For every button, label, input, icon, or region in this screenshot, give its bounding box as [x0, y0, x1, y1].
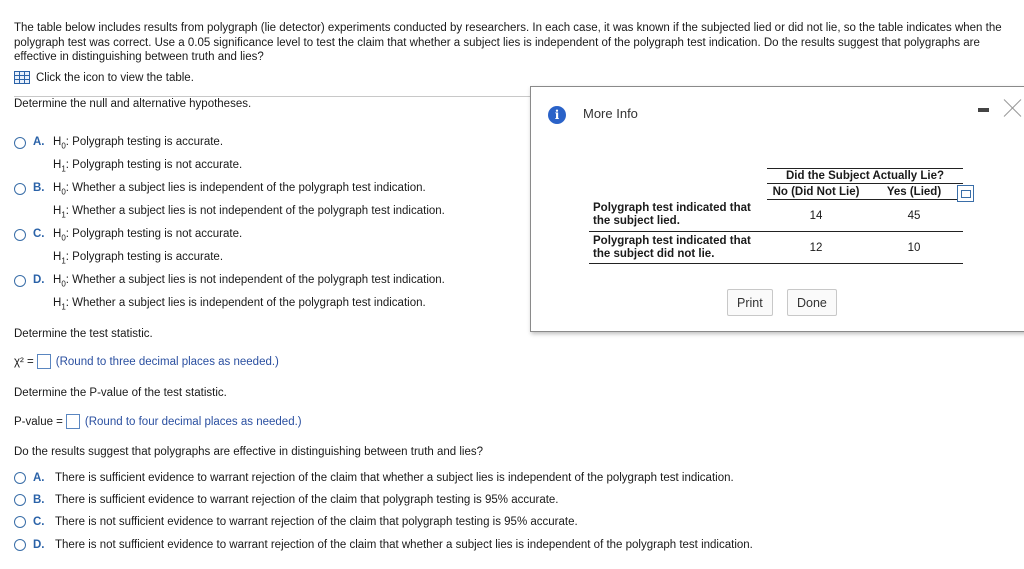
h1-symbol: $H_1$ — [53, 158, 66, 174]
radio-button[interactable] — [14, 183, 26, 195]
hyp-option-a[interactable]: A. $H_0$: Polygraph testing is accurate. $H_1$: Polygraph testing is not accurate. — [14, 136, 242, 179]
radio-button[interactable] — [14, 516, 26, 528]
h0-text: Polygraph testing is accurate. — [72, 136, 224, 148]
h1-symbol: $H_1$ — [53, 250, 66, 266]
conclusion-heading: Do the results suggest that polygraphs are effective in distinguishing between truth and lies? — [14, 446, 484, 458]
option-letter: B. — [33, 494, 45, 506]
h1-symbol: $H_1$ — [53, 204, 66, 220]
h0-symbol: $H_0$ — [53, 182, 66, 197]
table-header: Did the Subject Actually Lie? — [767, 169, 963, 184]
question-intro: The table below includes results from polygraph (lie detector) experiments conducted by researchers. In each case, it was known if the subjected lied or did not lie, so the table indicates when the polygraph test was correct. Use a 0.05 significance level to test the claim that whether a subject lies is independent of the polygraph test indication. Do the results suggest that polygraphs are effective in distinguishing between truth and lies? — [14, 22, 1002, 64]
cell-no-lie: 12 — [767, 232, 865, 264]
column-header-no: No (Did Not Lie) — [767, 184, 865, 200]
table-icon[interactable] — [14, 71, 30, 84]
view-table-label: Click the icon to view the table. — [36, 71, 194, 84]
option-text: There is not sufficient evidence to warrant rejection of the claim that whether a subject lies is independent of the polygraph test indication. — [55, 539, 753, 551]
minimize-icon[interactable] — [978, 108, 989, 112]
table-corner — [589, 184, 767, 200]
cell-lied: 10 — [865, 232, 963, 264]
h0-text: Whether a subject lies is independent of the polygraph test indication. — [72, 182, 426, 194]
h1-text: Polygraph testing is not accurate. — [72, 158, 243, 171]
dialog-title: More Info — [583, 106, 638, 121]
hypotheses-heading: Determine the null and alternative hypotheses. — [14, 98, 252, 110]
p-value-heading: Determine the P-value of the test statistic. — [14, 387, 227, 399]
view-table-link[interactable] — [14, 71, 194, 84]
cell-no-lie: 14 — [767, 200, 865, 232]
column-header-yes: Yes (Lied) — [865, 184, 963, 200]
p-value-label: P-value = — [14, 415, 63, 428]
hyp-option-d[interactable]: D. $H_0$: Whether a subject lies is not independent of the polygraph test indication. $H_1$: Whether a subject lies is independent of the polygraph test indication. — [14, 274, 445, 317]
conclusion-option-c[interactable] — [14, 516, 578, 528]
h1-text: Whether a subject lies is independent of the polygraph test indication. — [72, 296, 426, 309]
chi-square-hint: (Round to three decimal places as needed.) — [55, 355, 279, 368]
chi-square-row — [14, 354, 279, 369]
conclusion-option-d[interactable] — [14, 539, 753, 551]
chi-square-label: χ² = — [14, 355, 34, 368]
table-corner — [589, 169, 767, 184]
radio-button[interactable] — [14, 137, 26, 149]
print-button[interactable]: Print — [727, 289, 773, 316]
option-letter: A. — [33, 136, 45, 148]
close-icon[interactable] — [1003, 98, 1023, 118]
option-letter: A. — [33, 472, 45, 484]
table-row — [589, 232, 963, 264]
option-text: There is sufficient evidence to warrant rejection of the claim that polygraph testing is 95% accurate. — [55, 494, 559, 506]
h1-text: Whether a subject lies is not independent of the polygraph test indication. — [72, 204, 445, 217]
hyp-option-b[interactable]: B. $H_0$: Whether a subject lies is independent of the polygraph test indication. $H_1$: Whether a subject lies is not independent of the polygraph test indication. — [14, 182, 445, 225]
h0-symbol: $H_0$ — [53, 274, 66, 289]
copy-table-icon[interactable] — [957, 185, 974, 202]
more-info-dialog — [530, 86, 1024, 332]
info-icon: i — [548, 106, 566, 124]
conclusion-option-a[interactable] — [14, 472, 734, 484]
radio-button[interactable] — [14, 275, 26, 287]
option-letter: D. — [33, 274, 45, 286]
hyp-option-c[interactable]: C. $H_0$: Polygraph testing is not accurate. $H_1$: Polygraph testing is accurate. — [14, 228, 242, 271]
option-letter: D. — [33, 539, 45, 551]
h1-symbol: $H_1$ — [53, 296, 66, 312]
option-text: There is not sufficient evidence to warrant rejection of the claim that polygraph testing is 95% accurate. — [55, 516, 578, 528]
h0-text: Whether a subject lies is not independent of the polygraph test indication. — [72, 274, 445, 286]
option-text: There is sufficient evidence to warrant rejection of the claim that whether a subject lies is independent of the polygraph test indication. — [55, 472, 734, 484]
option-letter: C. — [33, 228, 45, 240]
h0-text: Polygraph testing is not accurate. — [72, 228, 243, 240]
chi-square-input[interactable] — [37, 354, 51, 369]
row-header: Polygraph test indicated that the subject lied. — [589, 200, 767, 232]
p-value-input[interactable] — [66, 414, 80, 429]
option-letter: B. — [33, 182, 45, 194]
radio-button[interactable] — [14, 539, 26, 551]
test-statistic-heading: Determine the test statistic. — [14, 328, 153, 340]
p-value-hint: (Round to four decimal places as needed.) — [84, 415, 302, 428]
h0-symbol: $H_0$ — [53, 136, 66, 151]
section-divider — [14, 96, 530, 97]
p-value-row — [14, 414, 302, 429]
option-letter: C. — [33, 516, 45, 528]
table-row — [589, 200, 963, 232]
radio-button[interactable] — [14, 494, 26, 506]
h1-text: Polygraph testing is accurate. — [72, 250, 224, 263]
radio-button[interactable] — [14, 229, 26, 241]
done-button[interactable]: Done — [787, 289, 837, 316]
conclusion-option-b[interactable] — [14, 494, 559, 506]
h0-symbol: $H_0$ — [53, 228, 66, 243]
cell-lied: 45 — [865, 200, 963, 232]
radio-button[interactable] — [14, 472, 26, 484]
contingency-table — [589, 168, 963, 264]
row-header: Polygraph test indicated that the subject did not lie. — [589, 232, 767, 264]
